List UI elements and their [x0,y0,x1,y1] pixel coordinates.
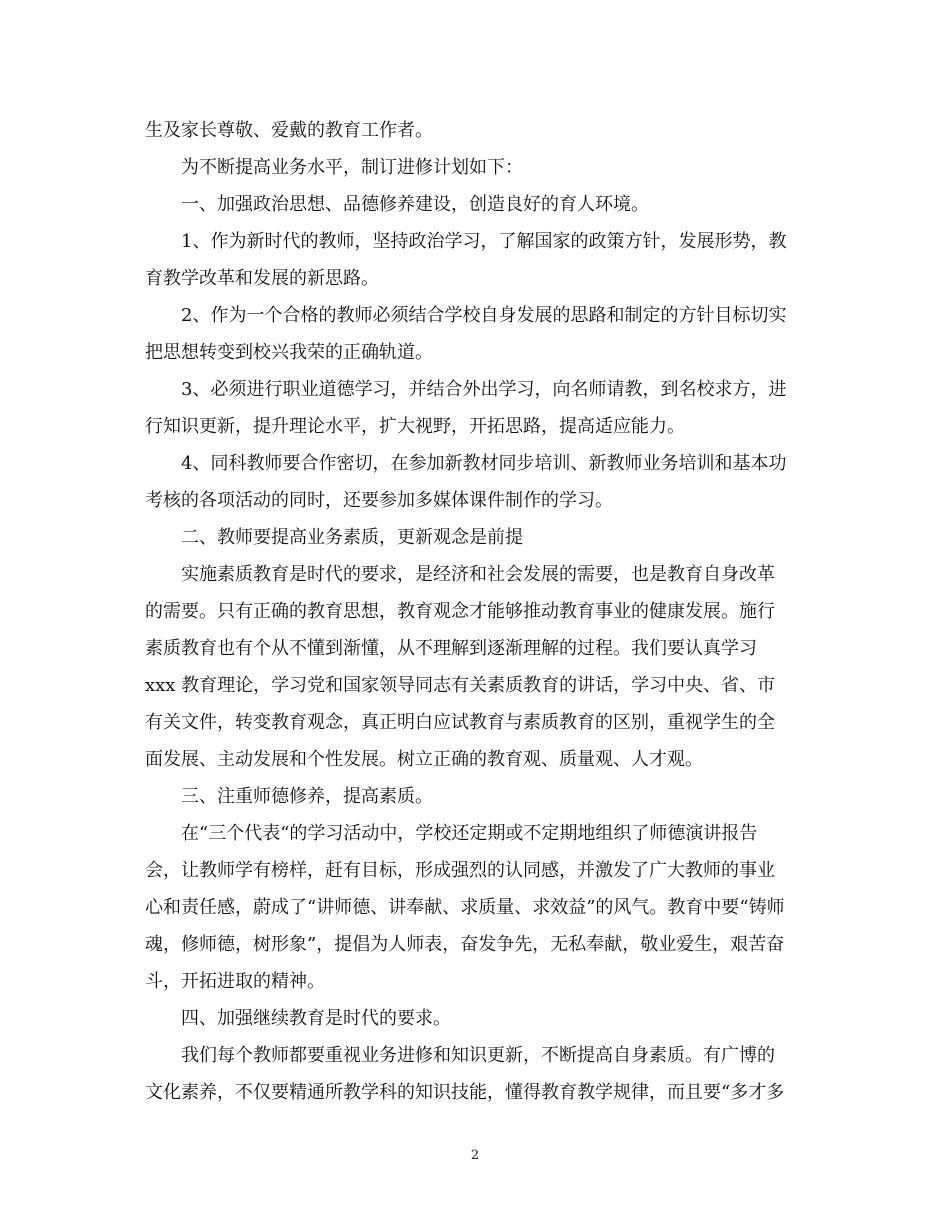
text-line: 会，让教师学有榜样，赶有目标，形成强烈的认同感，并激发了广大教师的事业 [145,860,775,881]
text-line: 有关文件，转变教育观念，真正明白应试教育与素质教育的区别，重视学生的全 [145,712,775,733]
text-line: 4、同科教师要合作密切，在参加新教材同步培训、新教师业务培训和基本功 [181,453,787,474]
text-line: 行知识更新，提升理论水平，扩大视野，开拓思路，提高适应能力。 [145,416,685,437]
text-line: 文化素养，不仅要精通所教学科的知识技能，懂得教育教学规律，而且要“多才多 [145,1082,785,1103]
text-line: 的需要。只有正确的教育思想，教育观念才能够推动教育事业的健康发展。施行 [145,601,775,622]
text-line: 魂，修师德，树形象”，提倡为人师表，奋发争先，无私奉献，敬业爱生，艰苦奋 [145,934,785,955]
text-line: 一、加强政治思想、品德修养建设，创造良好的育人环境。 [181,194,649,215]
text-line: 3、必须进行职业道德学习，并结合外出学习，向名师请教，到名校求方，进 [181,379,787,400]
text-line: 二、教师要提高业务素质，更新观念是前提 [181,527,523,548]
text-line: 面发展、主动发展和个性发展。树立正确的教育观、质量观、人才观。 [145,749,703,770]
text-line: 素质教育也有个从不懂到渐懂，从不理解到逐渐理解的过程。我们要认真学习 [145,638,757,659]
text-line: 心和责任感，蔚成了“讲师德、讲奉献、求质量、求效益”的风气。教育中要“铸师 [145,897,785,918]
text-line: 育教学改革和发展的新思路。 [145,268,379,289]
text-line: 三、注重师德修养，提高素质。 [181,786,433,807]
text-line: 1、作为新时代的教师，坚持政治学习，了解国家的政策方针，发展形势，教 [181,231,787,252]
document-body [145,112,810,1111]
text-line: 考核的各项活动的同时，还要参加多媒体课件制作的学习。 [145,490,613,511]
text-line: 实施素质教育是时代的要求，是经济和社会发展的需要，也是教育自身改革 [181,564,775,585]
text-line: 在“三个代表“的学习活动中，学校还定期或不定期地组织了师德演讲报告 [181,823,758,844]
text-line: xxx 教育理论，学习党和国家领导同志有关素质教育的讲话，学习中央、省、市 [145,675,776,696]
text-line: 把思想转变到校兴我荣的正确轨道。 [145,342,433,363]
text-line: 2、作为一个合格的教师必须结合学校自身发展的思路和制定的方针目标切实 [181,305,787,326]
page-number: 2 [470,1148,480,1163]
text-line: 为不断提高业务水平，制订进修计划如下： [181,157,523,178]
text-line: 四、加强继续教育是时代的要求。 [181,1008,451,1029]
text-line: 生及家长尊敬、爱戴的教育工作者。 [145,120,433,141]
text-line: 我们每个教师都要重视业务进修和知识更新，不断提高自身素质。有广博的 [181,1045,775,1066]
text-line: 斗，开拓进取的精神。 [145,971,325,992]
